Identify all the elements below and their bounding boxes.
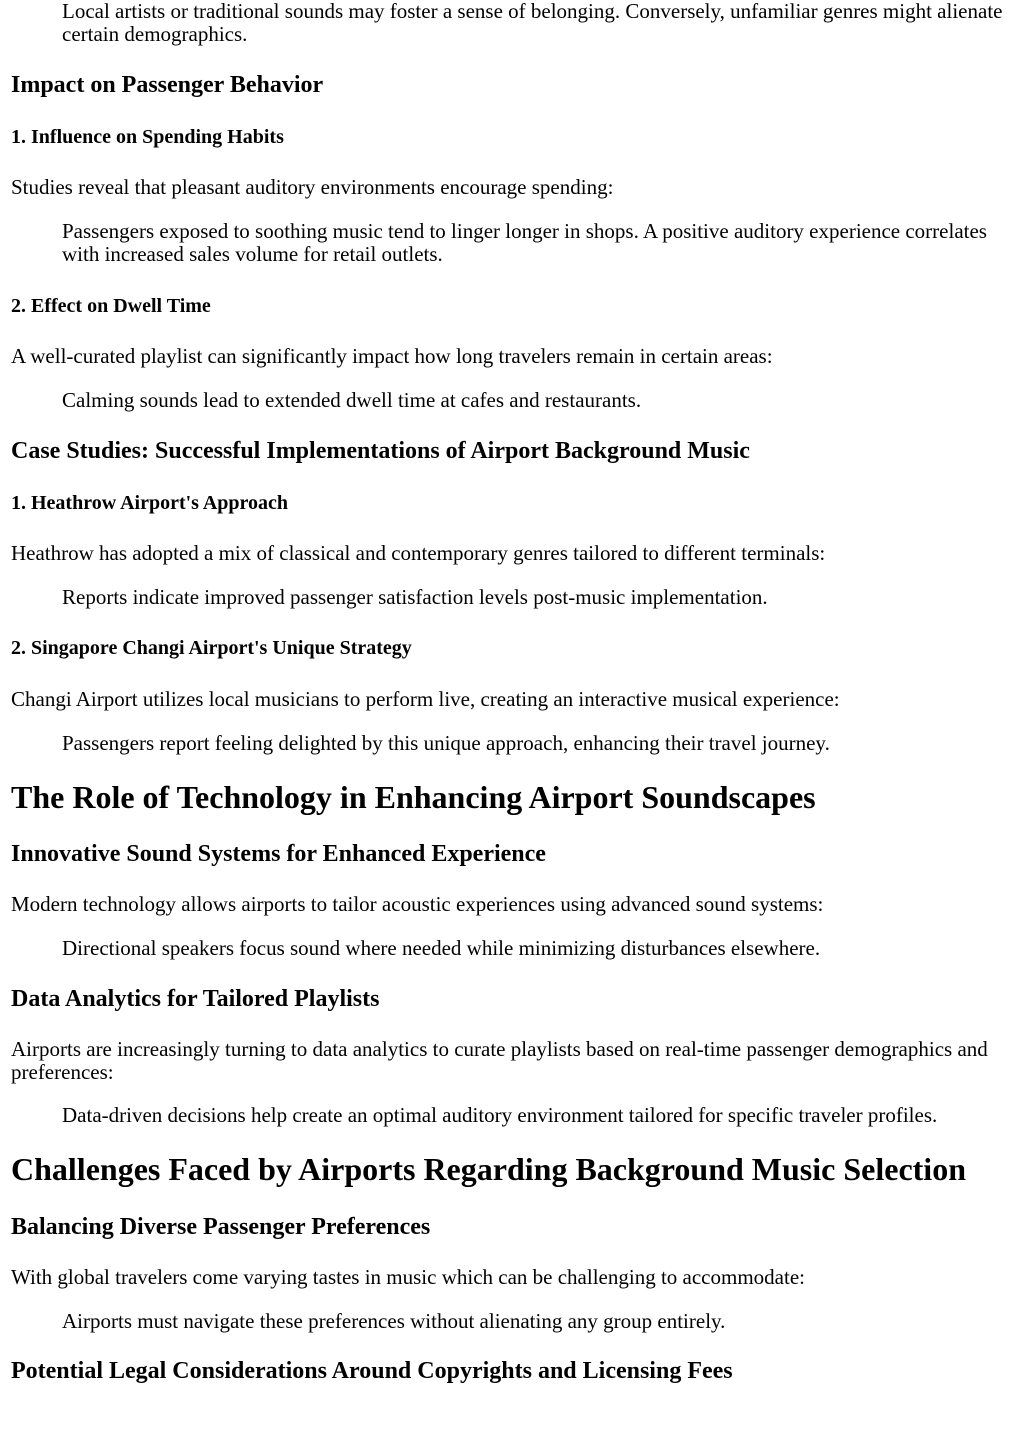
paragraph-changi: Changi Airport utilizes local musicians to perform live, creating an interactive musical experience:	[11, 687, 840, 711]
heading-case-studies: Case Studies: Successful Implementations of Airport Background Music	[11, 438, 750, 464]
heading-passenger-behavior: Impact on Passenger Behavior	[11, 72, 324, 98]
paragraph-data-analytics: Airports are increasingly turning to data analytics to curate playlists based on real-time passenger demographics and preferences:	[11, 1037, 988, 1084]
blockquote-sound-systems: Directional speakers focus sound where needed while minimizing disturbances elsewhere.	[62, 936, 821, 960]
blockquote-dwell: Calming sounds lead to extended dwell time at cafes and restaurants.	[62, 388, 642, 412]
blockquote-passenger-preferences: Airports must navigate these preferences without alienating any group entirely.	[62, 1309, 726, 1333]
paragraph-sound-systems: Modern technology allows airports to tailor acoustic experiences using advanced sound systems:	[11, 892, 824, 916]
heading-sound-systems: Innovative Sound Systems for Enhanced Experience	[11, 841, 546, 867]
heading-data-analytics: Data Analytics for Tailored Playlists	[11, 986, 380, 1012]
intro-blockquote: Local artists or traditional sounds may foster a sense of belonging. Conversely, unfamiliar genres might alienate certain demographics.	[62, 0, 1003, 46]
heading-challenges: Challenges Faced by Airports Regarding Background Music Selection	[11, 1151, 966, 1187]
blockquote-heathrow: Reports indicate improved passenger satisfaction levels post-music implementation.	[62, 585, 768, 609]
blockquote-data-analytics: Data-driven decisions help create an optimal auditory environment tailored for specific traveler profiles.	[62, 1103, 938, 1127]
heading-spending-habits: 1. Influence on Spending Habits	[11, 126, 284, 148]
blockquote-spending: Passengers exposed to soothing music tend to linger longer in shops. A positive auditory experience correlates with increased sales volume for retail outlets.	[62, 219, 987, 266]
blockquote-changi: Passengers report feeling delighted by this unique approach, enhancing their travel journey.	[62, 731, 830, 755]
heading-legal-considerations: Potential Legal Considerations Around Copyrights and Licensing Fees	[11, 1358, 733, 1384]
paragraph-dwell: A well-curated playlist can significantly impact how long travelers remain in certain areas:	[11, 344, 773, 368]
heading-passenger-preferences: Balancing Diverse Passenger Preferences	[11, 1214, 431, 1240]
heading-heathrow: 1. Heathrow Airport's Approach	[11, 492, 289, 514]
heading-changi: 2. Singapore Changi Airport's Unique Strategy	[11, 637, 412, 659]
paragraph-heathrow: Heathrow has adopted a mix of classical and contemporary genres tailored to different terminals:	[11, 541, 826, 565]
paragraph-spending: Studies reveal that pleasant auditory environments encourage spending:	[11, 175, 614, 199]
heading-dwell-time: 2. Effect on Dwell Time	[11, 295, 211, 317]
paragraph-passenger-preferences: With global travelers come varying tastes in music which can be challenging to accommodate:	[11, 1265, 805, 1289]
heading-technology: The Role of Technology in Enhancing Airport Soundscapes	[11, 779, 816, 815]
